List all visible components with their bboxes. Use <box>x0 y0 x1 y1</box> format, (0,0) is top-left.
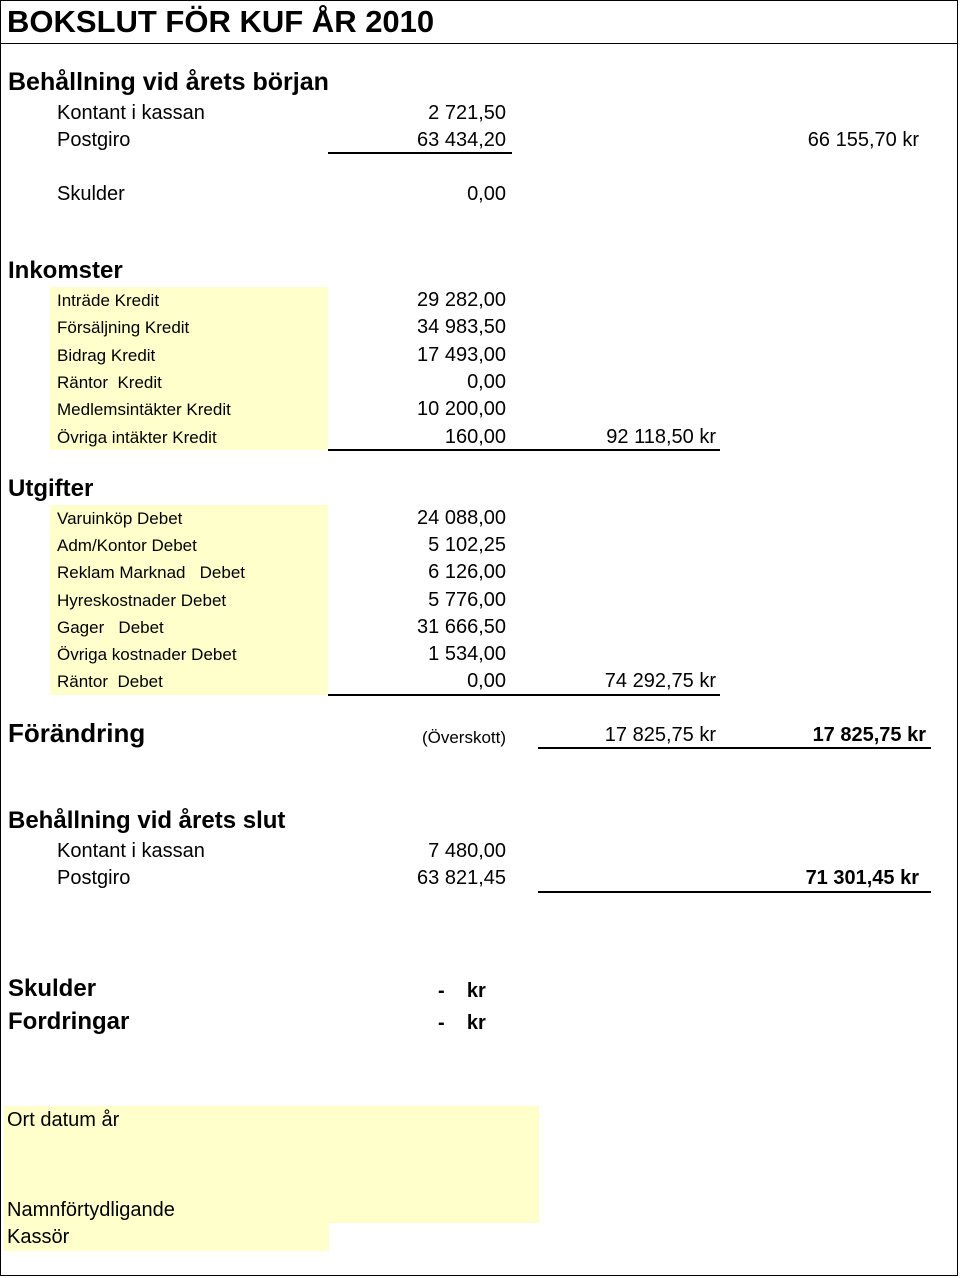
income-row-label: Bidrag Kredit <box>57 345 156 365</box>
end-giro-value: 63 821,45 <box>417 867 506 889</box>
expenses-row-value: 6 126,00 <box>428 561 506 584</box>
expenses-row-value: 1 534,00 <box>428 643 506 665</box>
income-row-label: Räntor Kredit <box>57 372 162 392</box>
expenses-row-label: Övriga kostnader Debet <box>57 645 237 664</box>
expenses-heading: Utgifter <box>8 475 94 502</box>
page-title: BOKSLUT FÖR KUF ÅR 2010 <box>7 4 435 39</box>
role-label: Kassör <box>7 1226 70 1248</box>
end-total: 71 301,45 kr <box>805 867 919 889</box>
start-total: 66 155,70 kr <box>807 129 919 151</box>
change-heading: Förändring <box>8 718 146 748</box>
income-row-value: 34 983,50 <box>417 316 506 339</box>
footer-receivables-label: Fordringar <box>8 1008 130 1035</box>
start-sum-line <box>328 152 512 154</box>
expenses-row-value: 0,00 <box>467 670 506 693</box>
title-bar <box>0 0 958 44</box>
expenses-row-value: 24 088,00 <box>417 507 506 529</box>
income-row-value: 10 200,00 <box>417 398 506 421</box>
end-total-line <box>538 891 931 893</box>
expenses-row-label: Hyreskostnader Debet <box>57 590 227 610</box>
end-giro-label: Postgiro <box>57 867 131 889</box>
income-row-label: Inträde Kredit <box>57 291 160 310</box>
end-cash-value: 7 480,00 <box>428 840 506 862</box>
footer-receivables-value: - kr <box>438 1012 486 1034</box>
start-balance-heading: Behållning vid årets början <box>8 68 329 96</box>
income-row-value: 17 493,00 <box>417 343 506 366</box>
expenses-row-label: Räntor Debet <box>57 672 163 692</box>
expenses-row-value: 5 102,25 <box>428 534 506 557</box>
change-line <box>538 747 931 749</box>
expenses-sum-line <box>328 694 720 696</box>
start-cash-value: 2 721,50 <box>428 102 506 124</box>
end-cash-label: Kontant i kassan <box>57 840 205 862</box>
expenses-total: 74 292,75 kr <box>604 670 716 692</box>
end-balance-heading: Behållning vid årets slut <box>8 807 286 834</box>
expenses-row-label: Varuinköp Debet <box>57 509 183 528</box>
footer-debts-label: Skulder <box>8 975 97 1002</box>
start-giro-label: Postgiro <box>57 129 131 151</box>
income-row-value: 0,00 <box>467 370 506 393</box>
expenses-row-label: Reklam Marknad Debet <box>57 563 246 583</box>
start-debts-value: 0,00 <box>467 183 506 205</box>
expenses-row-value: 5 776,00 <box>428 588 506 611</box>
start-giro-value: 63 434,20 <box>417 129 506 151</box>
income-row-label: Medlemsintäkter Kredit <box>57 400 231 420</box>
footer-debts-value: - kr <box>438 980 486 1002</box>
income-total: 92 118,50 kr <box>606 426 716 448</box>
name-clarification-label: Namnförtydligande <box>7 1199 175 1221</box>
income-row-label: Försäljning Kredit <box>57 318 190 338</box>
change-value: 17 825,75 kr <box>604 724 716 746</box>
start-cash-label: Kontant i kassan <box>57 102 205 124</box>
income-row-label: Övriga intäkter Kredit <box>57 427 217 447</box>
change-value-bold: 17 825,75 kr <box>812 724 926 746</box>
change-note: (Överskott) <box>421 728 506 747</box>
expenses-row-value: 31 666,50 <box>417 615 506 638</box>
income-sum-line <box>328 449 720 451</box>
income-row-value: 160,00 <box>444 425 506 448</box>
expenses-row-label: Adm/Kontor Debet <box>57 536 197 556</box>
place-date-label: Ort datum år <box>7 1109 120 1131</box>
income-heading: Inkomster <box>8 257 123 284</box>
income-row-value: 29 282,00 <box>417 289 506 311</box>
expenses-row-label: Gager Debet <box>57 617 164 637</box>
income-highlight <box>50 287 328 450</box>
start-debts-label: Skulder <box>57 183 125 205</box>
